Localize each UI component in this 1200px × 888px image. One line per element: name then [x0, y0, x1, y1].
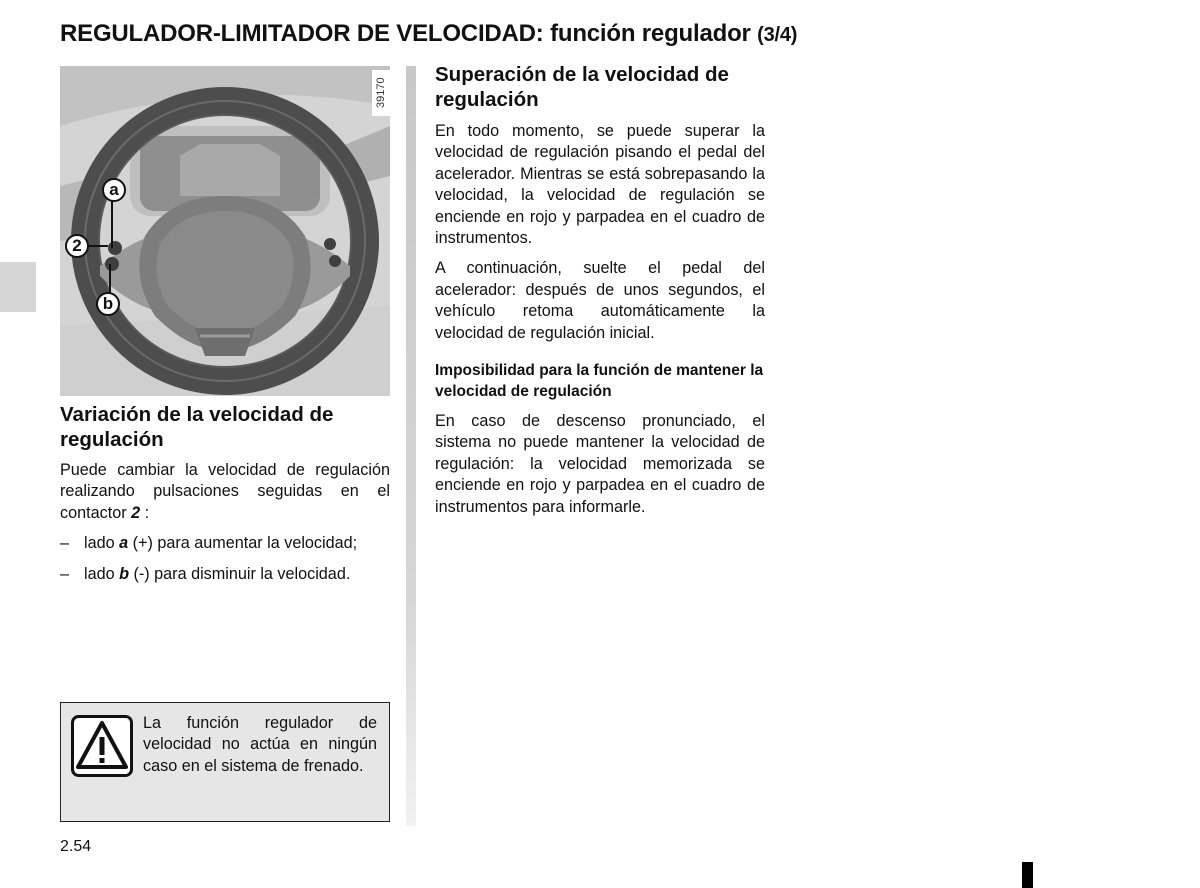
control-reference: 2	[131, 503, 141, 522]
variation-intro	[60, 460, 390, 524]
warning-text: La función regulador de velocidad no actúa en ningún caso en el sistema de frenado.	[143, 714, 377, 775]
bullet-decrease	[60, 564, 390, 585]
callout-b-label: b	[102, 294, 114, 313]
impossibility-paragraph: En caso de descenso pronunciado, el sistema no puede mantener la velocidad de regulación: la velocidad memorizada se enciende en rojo y parpadea en el cuadro de instrumentos para informarle.	[435, 412, 765, 516]
page-edge-marker	[1022, 862, 1033, 888]
column-divider	[406, 66, 416, 826]
warning-triangle-icon	[71, 715, 133, 782]
overspeed-paragraph-2: A continuación, suelte el pedal del acelerador: después de unos segundos, el vehículo retoma automáticamente la velocidad de regulación inicial.	[435, 259, 765, 342]
bullet-increase-key: a	[119, 534, 129, 553]
title-part-indicator: (3/4)	[757, 24, 798, 46]
steering-wheel-illustration	[60, 66, 390, 396]
callout-2	[65, 234, 89, 258]
callout-a-label: a	[109, 180, 119, 199]
page-number: 2.54	[60, 838, 92, 855]
title-text: REGULADOR-LIMITADOR DE VELOCIDAD: función regulador	[60, 20, 751, 47]
callout-2-label: 2	[72, 236, 82, 255]
bullet-dash: –	[60, 564, 70, 583]
section-heading-variation: Variación de la velocidad de regulación	[60, 403, 334, 451]
overspeed-paragraph-1: En todo momento, se puede superar la velocidad de regulación pisando el pedal del acelerador. Mientras se está sobrepasando la velocidad, la velocidad de regulación se enciende en rojo y parpadea en el cuadro de instrumentos.	[435, 122, 765, 248]
variation-intro-end: :	[140, 503, 150, 522]
warning-box	[60, 702, 390, 822]
bullet-increase-text	[84, 533, 390, 554]
section-heading-overspeed: Superación de la velocidad de regulación	[435, 63, 729, 111]
bullet-decrease-text	[84, 564, 390, 585]
steering-wheel-drawing	[60, 66, 390, 396]
bullet-decrease-key: b	[119, 564, 129, 583]
chapter-tab	[0, 262, 36, 312]
bullet-decrease-pre: lado	[84, 564, 120, 583]
bullet-increase-pre: lado	[84, 534, 120, 553]
bullet-increase	[60, 533, 390, 554]
callout-a	[102, 178, 126, 202]
callout-b	[96, 292, 120, 316]
bullet-increase-post: (+) para aumentar la velocidad;	[128, 534, 358, 553]
variation-intro-text: Puede cambiar la velocidad de regulación realizando pulsaciones seguidas en el contactor	[60, 461, 390, 522]
figure-reference-number: 39170	[372, 70, 390, 116]
overspeed-section	[435, 62, 765, 518]
bullet-dash: –	[60, 534, 70, 553]
subheading-impossibility: Imposibilidad para la función de mantener la velocidad de regulación	[435, 362, 764, 401]
speed-variation-section	[60, 402, 390, 585]
bullet-decrease-post: (-) para disminuir la velocidad.	[129, 564, 351, 583]
page-title	[60, 20, 1160, 48]
